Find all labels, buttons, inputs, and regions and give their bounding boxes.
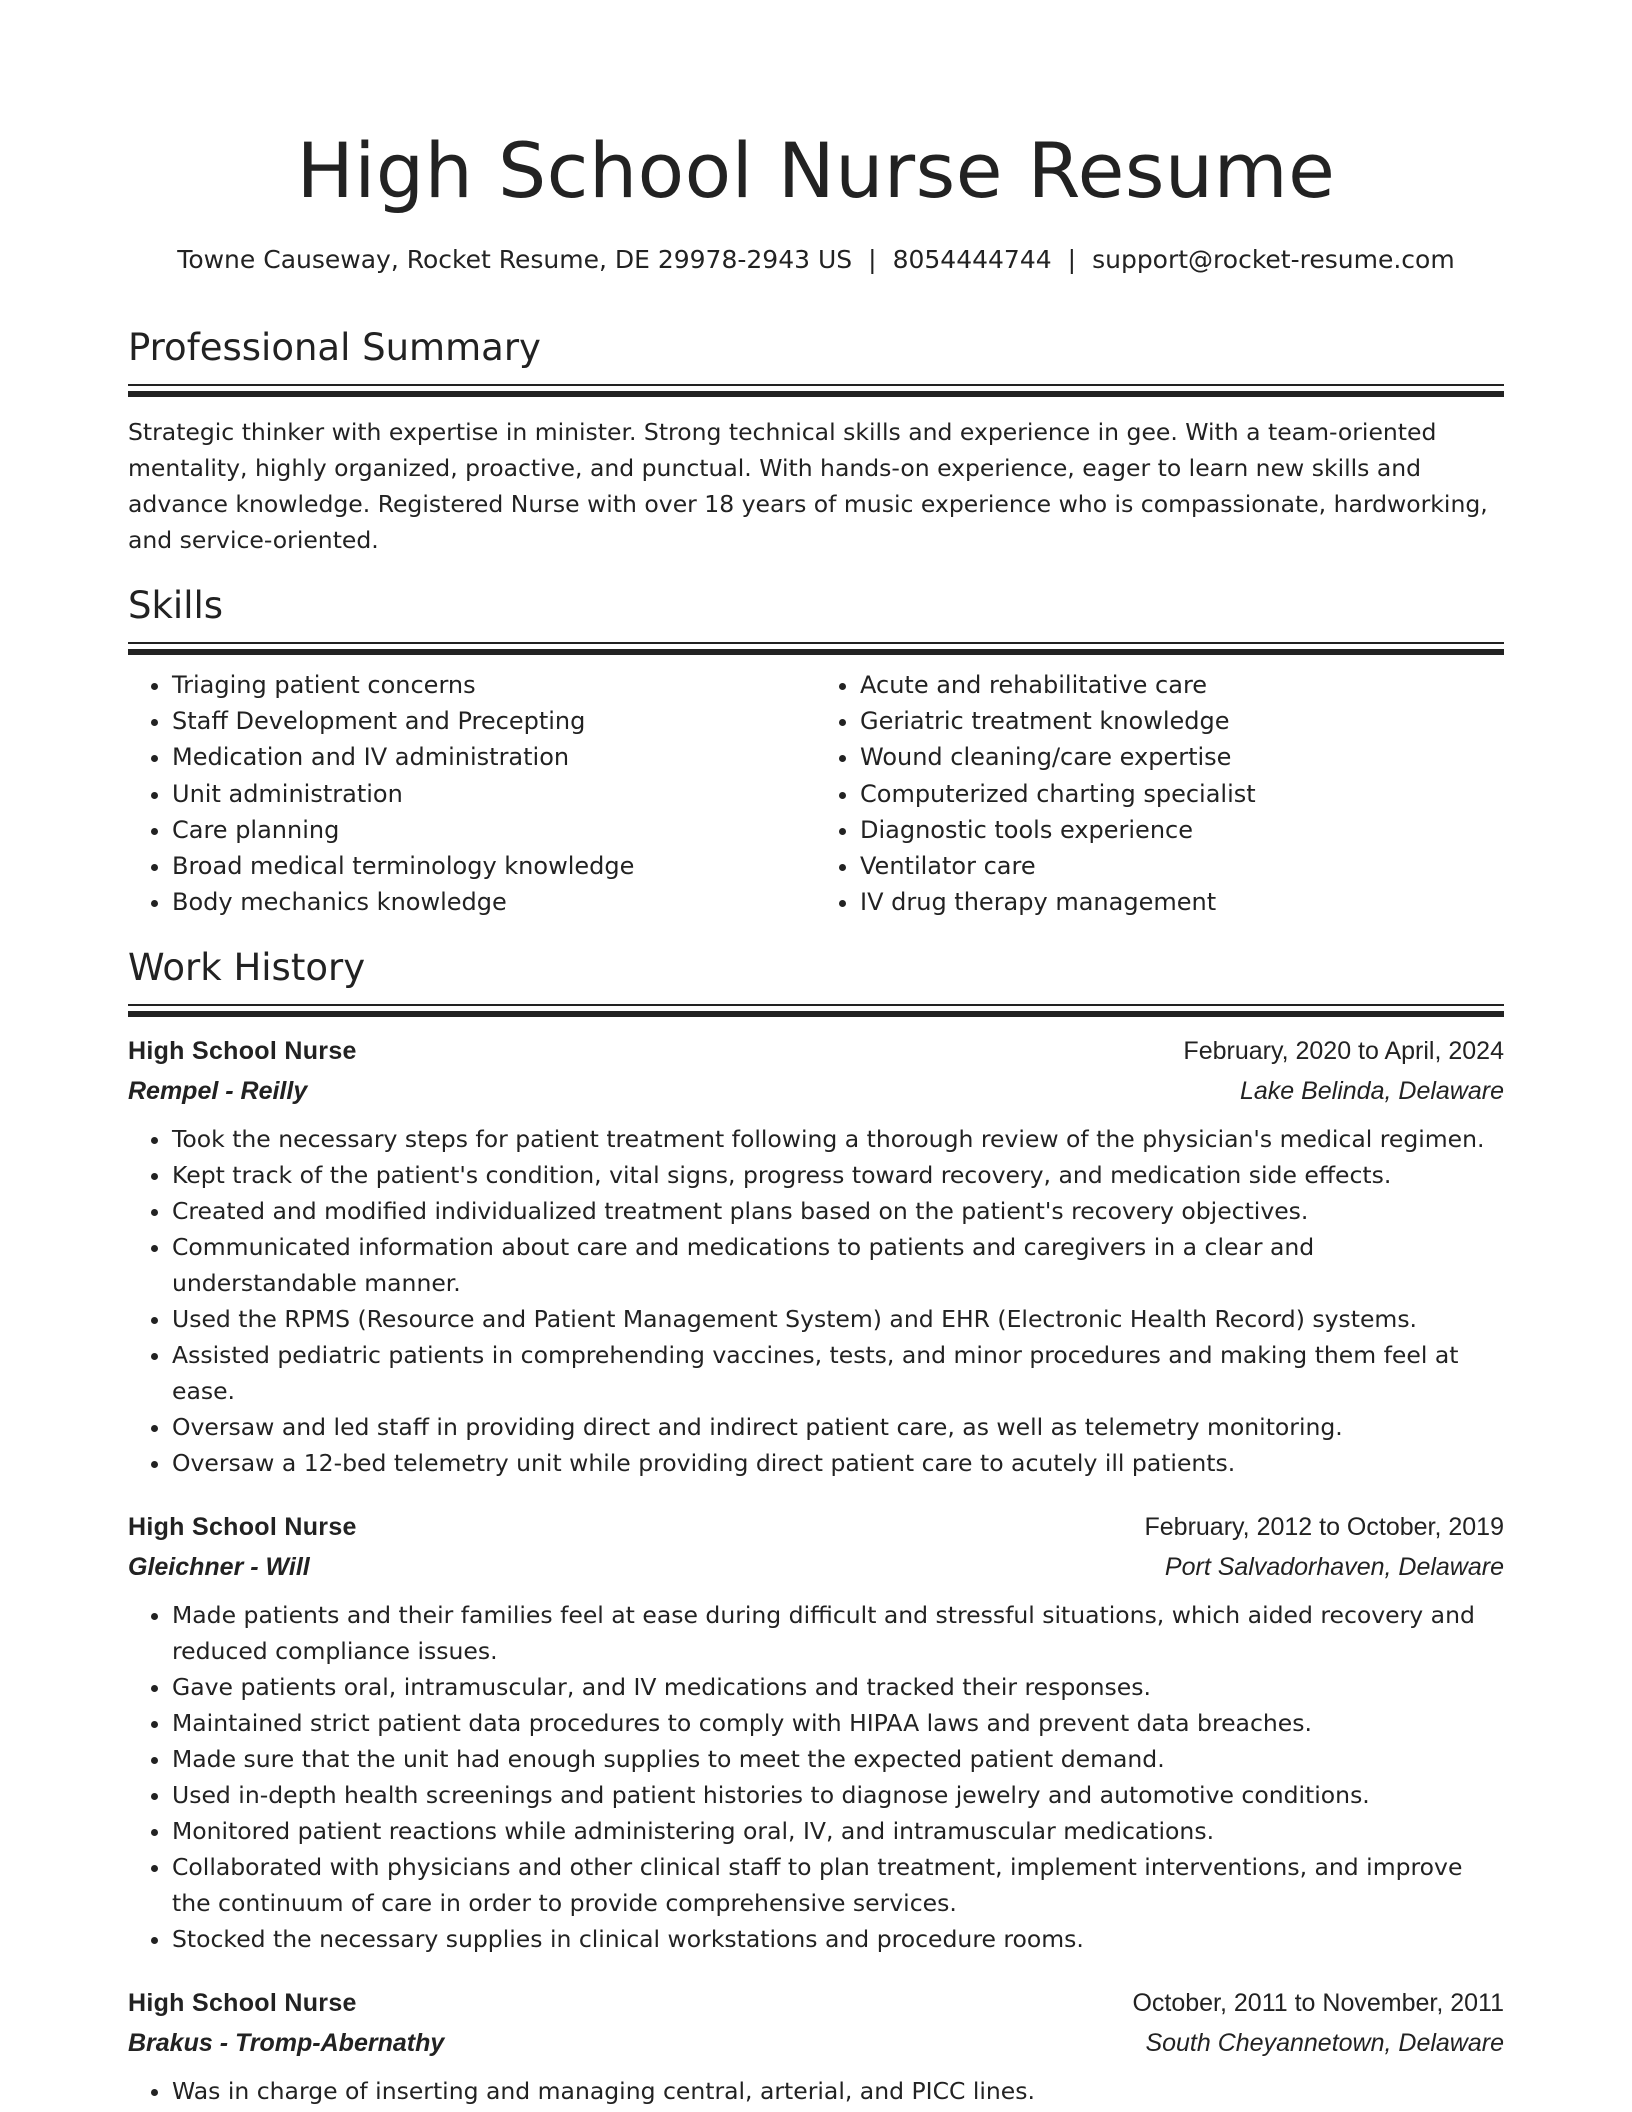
section-divider: [128, 384, 1504, 386]
list-item: • Assisted pediatric patients in comprehending vaccines, tests, and minor procedures and making them feel at ease.: [172, 1337, 1504, 1409]
list-item: • Made sure that the unit had enough supplies to meet the expected patient demand.: [172, 1741, 1504, 1777]
skill-item: • Geriatric treatment knowledge: [860, 703, 1504, 739]
job-title: High School Nurse: [128, 1513, 357, 1542]
skills-list-right: [816, 667, 1504, 920]
job-subheader-row: [128, 1547, 1504, 1587]
job-dates: February, 2012 to October, 2019: [1144, 1513, 1504, 1542]
job-entry: [128, 1031, 1504, 1481]
summary-text: Strategic thinker with expertise in minister. Strong technical skills and experience in gee. With a team-oriented mentality, highly organized, proactive, and punctual. With hands-on experience, eager to learn new skills and advance knowledge. Registered Nurse with over 18 years of music experience who is compassionate, hardworking, and service-oriented.: [128, 418, 1488, 554]
section-divider: [128, 642, 1504, 644]
skill-item: • Triaging patient concerns: [172, 667, 816, 703]
job-company: Gleichner - Will: [128, 1553, 310, 1582]
job-header-row: [128, 1031, 1504, 1071]
job-dates: October, 2011 to November, 2011: [1132, 1989, 1504, 2018]
job-title: High School Nurse: [128, 1037, 357, 1066]
work-history-heading: Work History: [128, 946, 366, 990]
summary-heading: Professional Summary: [128, 326, 541, 369]
skill-item: • Acute and rehabilitative care: [860, 667, 1504, 703]
skill-item: • IV drug therapy management: [860, 884, 1504, 920]
skill-item: • Diagnostic tools experience: [860, 812, 1504, 848]
skills-heading: Skills: [128, 584, 224, 627]
job-subheader-row: [128, 1071, 1504, 1111]
list-item: • Communicated information about care and medications to patients and caregivers in a clear and understandable manner.: [172, 1229, 1504, 1301]
list-item: • Monitored patient reactions while administering oral, IV, and intramuscular medications.: [172, 1813, 1504, 1849]
skill-item: • Care planning: [172, 812, 816, 848]
skill-item: • Medication and IV administration: [172, 739, 816, 775]
list-item: • Kept track of the patient's condition, vital signs, progress toward recovery, and medication side effects.: [172, 1157, 1504, 1193]
skill-item: • Wound cleaning/care expertise: [860, 739, 1504, 775]
contact-separator: |: [1067, 245, 1077, 274]
job-header-row: [128, 1507, 1504, 1547]
job-dates: February, 2020 to April, 2024: [1183, 1037, 1504, 1066]
list-item: • Used in-depth health screenings and patient histories to diagnose jewelry and automotive conditions.: [172, 1777, 1504, 1813]
list-item: • Stocked the necessary supplies in clinical workstations and procedure rooms.: [172, 1921, 1504, 1957]
skill-item: • Broad medical terminology knowledge: [172, 848, 816, 884]
job-location: Port Salvadorhaven, Delaware: [1164, 1553, 1504, 1582]
list-item: • Created and modified individualized treatment plans based on the patient's recovery objectives.: [172, 1193, 1504, 1229]
skills-section: [128, 580, 1504, 920]
skills-columns: [128, 667, 1504, 920]
job-subheader-row: [128, 2023, 1504, 2063]
contact-phone: 8054444744: [892, 245, 1052, 274]
contact-email[interactable]: support@rocket-resume.com: [1092, 245, 1455, 274]
job-location: South Cheyannetown, Delaware: [1145, 2029, 1504, 2058]
job-entry: [128, 1507, 1504, 1957]
contact-line: [128, 242, 1504, 278]
section-divider-thick: [128, 1011, 1504, 1017]
job-header-row: [128, 1983, 1504, 2023]
resume-page: [128, 0, 1504, 2109]
page-title: High School Nurse Resume: [296, 126, 1336, 215]
list-item: • Gave patients oral, intramuscular, and IV medications and tracked their responses.: [172, 1669, 1504, 1705]
contact-address: Towne Causeway, Rocket Resume, DE 29978-2943 US: [177, 245, 853, 274]
skill-item: • Ventilator care: [860, 848, 1504, 884]
skills-list-left: [128, 667, 816, 920]
job-duties-list: [128, 2073, 1504, 2109]
list-item: • Used the RPMS (Resource and Patient Management System) and EHR (Electronic Health Record) systems.: [172, 1301, 1504, 1337]
skill-item: • Body mechanics knowledge: [172, 884, 816, 920]
list-item: • Was in charge of inserting and managing central, arterial, and PICC lines.: [172, 2073, 1504, 2109]
skill-item: • Staff Development and Precepting: [172, 703, 816, 739]
list-item: • Maintained strict patient data procedures to comply with HIPAA laws and prevent data breaches.: [172, 1705, 1504, 1741]
section-divider-thick: [128, 391, 1504, 397]
list-item: • Made patients and their families feel at ease during difficult and stressful situations, which aided recovery and reduced compliance issues.: [172, 1597, 1504, 1669]
list-item: • Oversaw and led staff in providing direct and indirect patient care, as well as telemetry monitoring.: [172, 1409, 1504, 1445]
skill-item: • Computerized charting specialist: [860, 776, 1504, 812]
list-item: • Oversaw a 12-bed telemetry unit while providing direct patient care to acutely ill patients.: [172, 1445, 1504, 1481]
list-item: • Collaborated with physicians and other clinical staff to plan treatment, implement interventions, and improve the continuum of care in order to provide comprehensive services.: [172, 1849, 1504, 1921]
job-title: High School Nurse: [128, 1989, 357, 2018]
list-item: • Took the necessary steps for patient treatment following a thorough review of the physician's medical regimen.: [172, 1121, 1504, 1157]
contact-separator: |: [868, 245, 877, 274]
job-entry: [128, 1983, 1504, 2109]
job-duties-list: [128, 1597, 1504, 1957]
section-divider: [128, 1004, 1504, 1006]
work-history-section: [128, 942, 1504, 2109]
skill-item: • Unit administration: [172, 776, 816, 812]
section-divider-thick: [128, 649, 1504, 655]
job-company: Rempel - Reilly: [128, 1077, 308, 1106]
job-location: Lake Belinda, Delaware: [1239, 1077, 1504, 1106]
job-company: Brakus - Tromp-Abernathy: [128, 2029, 445, 2058]
job-duties-list: [128, 1121, 1504, 1481]
summary-section: [128, 322, 1504, 558]
